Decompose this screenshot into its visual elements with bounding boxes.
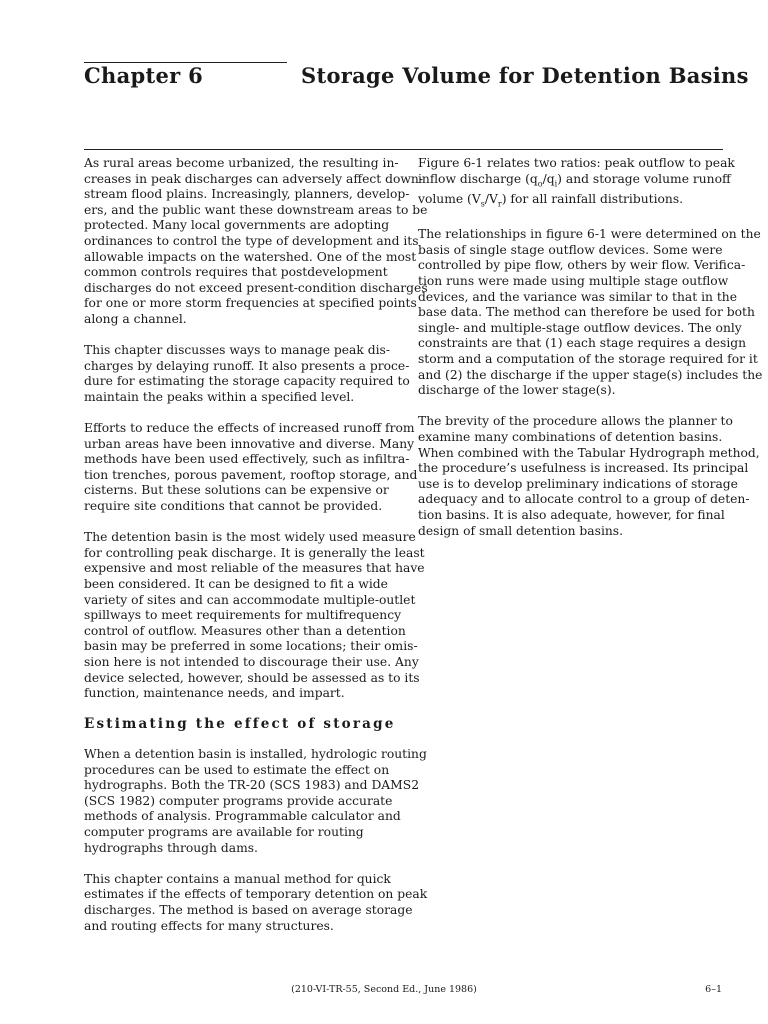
text-line: tion basins. It is also adequate, however, for final — [418, 507, 725, 522]
page-number: 6–1 — [705, 984, 722, 995]
text-line: spillways to meet requirements for multifrequency — [84, 608, 402, 623]
text-line: ers, and the public want these downstream areas to be — [84, 202, 428, 217]
text-line: dure for estimating the storage capacity required to — [84, 374, 410, 389]
section-heading: Estimating the effect of storage — [84, 716, 396, 733]
text-line: hydrographs through dams. — [84, 840, 258, 855]
text-line: procedures can be used to estimate the effect on — [84, 762, 390, 777]
text-line: storm and a computation of the storage required for it — [418, 352, 758, 367]
text-line: tion trenches, porous pavement, rooftop storage, and — [84, 467, 418, 482]
text-line: The detention basin is the most widely used measure — [84, 530, 416, 545]
text-run: ) and storage volume runoff — [557, 171, 731, 186]
text-run: volume (V — [418, 191, 481, 206]
text-line: base data. The method can therefore be used for both — [418, 305, 755, 320]
text-line: methods of analysis. Programmable calculator and — [84, 809, 401, 824]
paragraph — [418, 227, 763, 399]
text-line: controlled by pipe flow, others by weir flow. Verifica- — [418, 258, 746, 273]
text-line: Efforts to reduce the effects of increased runoff from — [84, 421, 415, 436]
text-line: and routing effects for many structures. — [84, 918, 334, 933]
text-line — [418, 192, 724, 212]
paragraph — [418, 156, 735, 212]
text-line: and (2) the discharge if the upper stage(s) includes the — [418, 367, 763, 382]
text-line: devices, and the variance was similar to that in the — [418, 289, 737, 304]
text-line: constraints are that (1) each stage requires a design — [418, 336, 747, 351]
text-line: sion here is not intended to discourage their use. Any — [84, 655, 419, 669]
text-line: variety of sites and can accommodate multiple-outlet — [84, 592, 416, 607]
text-line: When a detention basin is installed, hydrologic routing — [84, 746, 427, 761]
text-line: examine many combinations of detention basins. — [418, 430, 723, 444]
text-line: methods have been used effectively, such as infiltra- — [84, 452, 410, 467]
text-line: charges by delaying runoff. It also presents a proce- — [84, 358, 410, 373]
paragraph — [84, 871, 428, 934]
text-line: creases in peak discharges can adversely affect down- — [84, 171, 423, 186]
text-line: allowable impacts on the watershed. One of the most — [84, 249, 417, 264]
paragraph — [418, 414, 760, 539]
text-line: require site conditions that cannot be provided. — [84, 499, 383, 514]
subscript: r — [497, 199, 502, 209]
text-line: for one or more storm frequencies at specified points — [84, 296, 417, 311]
text-line: along a channel. — [84, 311, 187, 326]
text-line: discharge of the lower stage(s). — [418, 383, 616, 398]
text-line: ordinances to control the type of development and its — [84, 233, 419, 248]
text-run: ) for all rainfall distributions. — [501, 191, 684, 206]
text-line: been considered. It can be designed to fit a wide — [84, 577, 388, 592]
text-line: estimates if the effects of temporary detention on peak — [84, 887, 428, 902]
text-line: stream flood plains. Increasingly, planners, develop- — [84, 187, 410, 202]
text-line: The brevity of the procedure allows the planner to — [418, 414, 733, 429]
subscript: i — [554, 179, 558, 189]
text-line: (SCS 1982) computer programs provide accurate — [84, 793, 393, 808]
text-line: use is to develop preliminary indications of storage — [418, 476, 738, 491]
chapter-label: Chapter 6 — [84, 63, 204, 88]
text-line: single- and multiple-stage outflow devices. The only — [418, 320, 742, 335]
subscript: o — [537, 179, 543, 189]
text-run: /q — [542, 171, 555, 186]
text-line: cisterns. But these solutions can be expensive or — [84, 483, 389, 498]
text-line: urban areas have been innovative and diverse. Many — [84, 436, 415, 451]
text-line: computer programs are available for routing — [84, 824, 364, 839]
paragraph — [84, 343, 410, 405]
text-line: for controlling peak discharge. It is generally the least — [84, 545, 425, 560]
text-run: inflow discharge (q — [418, 171, 538, 186]
text-line: hydrographs. Both the TR-20 (SCS 1983) and DAMS2 — [84, 778, 420, 793]
left-column — [84, 156, 428, 950]
text-line: protected. Many local governments are adopting — [84, 218, 390, 233]
text-line: As rural areas become urbanized, the resulting in- — [84, 156, 399, 170]
text-line: the procedure’s usefulness is increased. Its principal — [418, 461, 749, 476]
paragraph — [84, 156, 428, 328]
text-run: /V — [484, 191, 498, 206]
text-line: This chapter discusses ways to manage peak dis- — [84, 343, 391, 358]
text-line: design of small detention basins. — [418, 523, 624, 538]
footer-citation: (210-VI-TR-55, Second Ed., June 1986) — [291, 984, 477, 995]
chapter-title: Storage Volume for Detention Basins — [301, 63, 749, 88]
text-line: The relationships in figure 6-1 were determined on the — [418, 227, 761, 242]
paragraph — [84, 746, 427, 856]
header-rule-bottom — [84, 149, 723, 150]
paragraph — [84, 421, 418, 515]
text-line: discharges do not exceed present-condition discharges — [84, 280, 428, 295]
text-line: This chapter contains a manual method for quick — [84, 871, 391, 886]
text-line: When combined with the Tabular Hydrograph method, — [418, 445, 760, 460]
text-line: maintain the peaks within a specified level. — [84, 389, 355, 404]
text-line: function, maintenance needs, and impart. — [84, 686, 345, 701]
text-line: control of outflow. Measures other than a detention — [84, 623, 406, 638]
text-line — [418, 171, 731, 192]
text-line: common controls requires that postdevelopment — [84, 265, 388, 280]
text-line: expensive and most reliable of the measures that have — [84, 561, 425, 576]
right-column — [418, 156, 763, 555]
text-line: basin may be preferred in some locations; their omis- — [84, 639, 418, 654]
text-line: device selected, however, should be assessed as to its — [84, 670, 420, 685]
text-line: discharges. The method is based on average storage — [84, 902, 413, 917]
paragraph — [84, 530, 425, 702]
text-line: Figure 6-1 relates two ratios: peak outflow to peak — [418, 156, 735, 170]
text-line: adequacy and to allocate control to a group of deten- — [418, 492, 750, 507]
text-line: basis of single stage outflow devices. Some were — [418, 242, 723, 257]
subscript: s — [480, 199, 485, 209]
text-line: tion runs were made using multiple stage outflow — [418, 274, 729, 289]
